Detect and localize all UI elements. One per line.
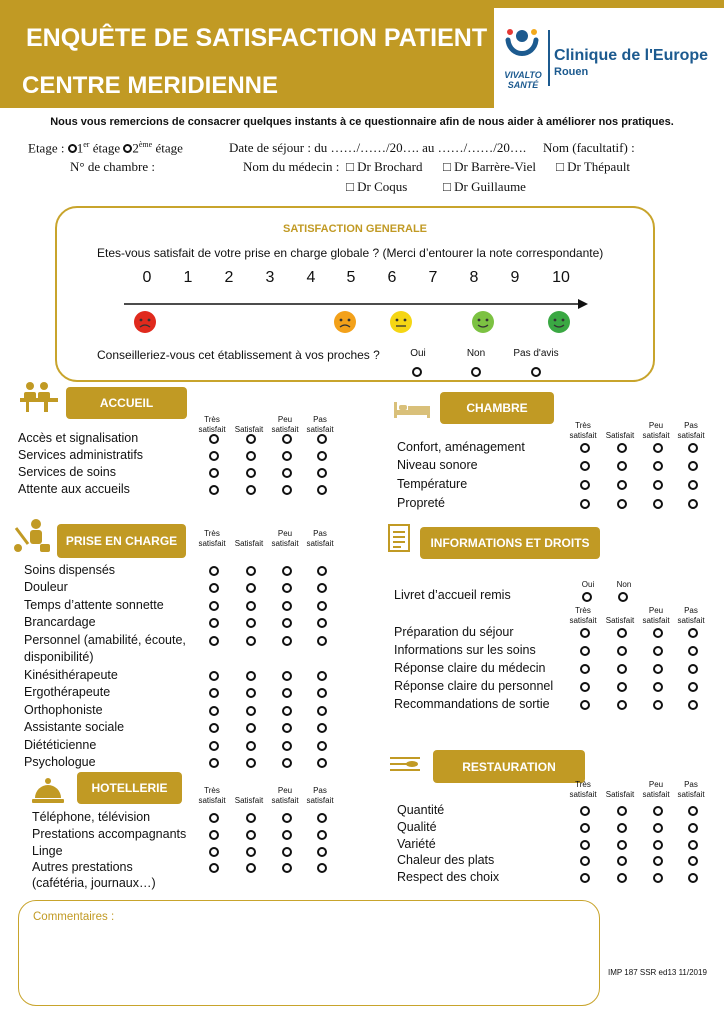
rating-radio[interactable] <box>246 468 256 478</box>
rating-radio[interactable] <box>317 566 327 576</box>
rating-radio[interactable] <box>246 485 256 495</box>
etage-field <box>28 140 183 156</box>
col-header-line: satisfait <box>198 425 226 434</box>
rating-radio[interactable] <box>688 664 698 674</box>
row-label: Réponse claire du médecin <box>394 661 546 675</box>
row-label: Personnel (amabilité, écoute, <box>24 633 186 647</box>
row-label: Respect des choix <box>397 870 500 884</box>
row-label: Préparation du séjour <box>394 625 514 639</box>
col-header-line: Peu <box>648 606 664 615</box>
rating-radio[interactable] <box>617 664 627 674</box>
rating-radio[interactable] <box>617 873 627 883</box>
rating-radio[interactable] <box>209 618 219 628</box>
col-header-line: Pas <box>313 786 327 795</box>
rating-radio[interactable] <box>317 468 327 478</box>
col-header-line: satisfait <box>569 431 597 440</box>
rating-radio[interactable] <box>282 741 292 751</box>
rating-radio[interactable] <box>282 758 292 768</box>
scale-number[interactable]: 8 <box>469 269 479 286</box>
rating-radio[interactable] <box>209 451 219 461</box>
intro-text: Nous vous remercions de consacrer quelques instants à ce questionnaire afin de nous aider à améliorer nos pratiques. <box>50 116 674 128</box>
doctor-checkbox-coqus[interactable]: □ Dr Coqus <box>346 179 408 194</box>
rating-radio[interactable] <box>580 840 590 850</box>
col-header-pas-satisfait <box>668 606 714 626</box>
doctor-checkbox-barrere-viel[interactable]: □ Dr Barrère-Viel <box>443 159 536 174</box>
logo <box>494 8 724 108</box>
rating-radio[interactable] <box>317 618 327 628</box>
logo-name: Clinique de l'Europe <box>554 47 709 64</box>
recommend-non-radio[interactable] <box>471 367 481 377</box>
rating-radio[interactable] <box>209 583 219 593</box>
row-label: Qualité <box>397 820 437 834</box>
row-label: Niveau sonore <box>397 458 478 472</box>
scale-number[interactable]: 7 <box>428 269 438 286</box>
etage-1-sup: er <box>83 140 90 149</box>
rating-radio[interactable] <box>688 682 698 692</box>
rating-radio[interactable] <box>653 873 663 883</box>
section-tab-restauration: RESTAURATION <box>433 750 585 783</box>
scale-number[interactable]: 0 <box>142 269 152 286</box>
col-header-pas-satisfait <box>668 780 714 800</box>
rating-radio[interactable] <box>617 823 627 833</box>
section-tab-informations: INFORMATIONS ET DROITS <box>420 527 600 559</box>
rating-radio[interactable] <box>688 823 698 833</box>
rating-radio[interactable] <box>317 830 327 840</box>
rating-radio[interactable] <box>209 434 219 444</box>
page-subtitle: CENTRE MERIDIENNE <box>22 72 279 99</box>
rating-radio[interactable] <box>653 840 663 850</box>
logo-brand: VIVALTO SANTÉ <box>504 70 542 90</box>
rating-radio[interactable] <box>688 461 698 471</box>
row-label: Chaleur des plats <box>397 853 495 867</box>
scale-number[interactable]: 5 <box>346 269 356 286</box>
rating-radio[interactable] <box>617 499 627 509</box>
col-header-line: satisfait <box>677 431 705 440</box>
rating-radio[interactable] <box>209 863 219 873</box>
livret-oui-radio[interactable] <box>582 592 592 602</box>
col-header-line: Satisfait <box>605 790 635 799</box>
scale-number[interactable]: 2 <box>224 269 234 286</box>
scale-number[interactable]: 9 <box>510 269 520 286</box>
rating-radio[interactable] <box>317 434 327 444</box>
row-label-continuation: disponibilité) <box>24 650 94 664</box>
col-header-line: satisfait <box>642 790 670 799</box>
row-label: Accès et signalisation <box>18 431 139 445</box>
row-label: Autres prestations <box>32 860 133 874</box>
rating-radio[interactable] <box>317 723 327 733</box>
rating-radio[interactable] <box>246 566 256 576</box>
row-label: Informations sur les soins <box>394 643 536 657</box>
rating-radio[interactable] <box>580 873 590 883</box>
rating-radio[interactable] <box>688 628 698 638</box>
rating-radio[interactable] <box>317 758 327 768</box>
rating-radio[interactable] <box>317 583 327 593</box>
row-label: Temps d’attente sonnette <box>24 598 164 612</box>
row-label: Services administratifs <box>18 448 144 462</box>
rating-radio[interactable] <box>246 583 256 593</box>
rating-radio[interactable] <box>653 806 663 816</box>
col-header-line: satisfait <box>306 796 334 805</box>
rating-radio[interactable] <box>617 840 627 850</box>
row-label: Soins dispensés <box>24 563 116 577</box>
rating-radio[interactable] <box>246 688 256 698</box>
col-header-line: Pas <box>684 606 698 615</box>
rating-radio[interactable] <box>317 451 327 461</box>
col-header-line: satisfait <box>271 539 299 548</box>
row-label: Diététicienne <box>24 738 97 752</box>
rating-radio[interactable] <box>282 636 292 646</box>
rating-radio[interactable] <box>617 682 627 692</box>
doctor-name: Dr Guillaume <box>454 179 526 194</box>
col-header-line: Peu <box>277 786 293 795</box>
footer-reference: IMP 187 SSR ed13 11/2019 <box>608 968 707 977</box>
logo-divider <box>548 30 550 86</box>
general-question: Etes-vous satisfait de votre prise en charge globale ? (Merci d’entourer la note correspondante) <box>97 246 604 260</box>
rating-radio[interactable] <box>617 480 627 490</box>
col-header-line: satisfait <box>677 790 705 799</box>
bed-icon <box>392 398 432 420</box>
recommend-oui-radio[interactable] <box>412 367 422 377</box>
col-header-line: satisfait <box>306 539 334 548</box>
rating-radio[interactable] <box>317 671 327 681</box>
doctor-checkbox-brochard[interactable]: □ Dr Brochard <box>346 159 423 174</box>
recommend-pas-avis-label: Pas d'avis <box>513 348 559 359</box>
smiley-icon <box>471 310 495 339</box>
rating-radio[interactable] <box>653 480 663 490</box>
rating-radio[interactable] <box>209 636 219 646</box>
col-header-pas-satisfait <box>297 415 343 435</box>
row-label: Quantité <box>397 803 445 817</box>
row-label: Attente aux accueils <box>18 482 130 496</box>
doctor-name: Dr Brochard <box>357 159 423 174</box>
medecin-label: Nom du médecin : <box>243 159 340 174</box>
row-label-livret: Livret d’accueil remis <box>394 588 511 602</box>
col-header-line: satisfait <box>642 431 670 440</box>
rating-radio[interactable] <box>653 664 663 674</box>
recommend-question: Conseilleriez-vous cet établissement à vos proches ? <box>97 348 380 362</box>
rating-radio[interactable] <box>282 863 292 873</box>
rating-radio[interactable] <box>246 723 256 733</box>
scale-number[interactable]: 3 <box>265 269 275 286</box>
etage-1-text: 1 <box>76 140 84 156</box>
rating-radio[interactable] <box>209 671 219 681</box>
col-header-line: Pas <box>313 415 327 424</box>
col-header-pas-satisfait <box>297 529 343 549</box>
rating-radio[interactable] <box>653 823 663 833</box>
comments-label: Commentaires : <box>33 911 115 923</box>
rating-radio[interactable] <box>317 688 327 698</box>
rating-radio[interactable] <box>282 813 292 823</box>
rating-radio[interactable] <box>282 566 292 576</box>
rating-radio[interactable] <box>653 461 663 471</box>
rating-radio[interactable] <box>580 499 590 509</box>
rating-radio[interactable] <box>317 485 327 495</box>
col-header-line: Peu <box>277 415 293 424</box>
etage-2-radio[interactable] <box>123 144 132 153</box>
col-header-line: Très <box>204 415 220 424</box>
rating-radio[interactable] <box>209 601 219 611</box>
scale-number[interactable]: 6 <box>387 269 397 286</box>
col-header-line: satisfait <box>271 425 299 434</box>
rating-radio[interactable] <box>688 806 698 816</box>
rating-radio[interactable] <box>282 830 292 840</box>
rating-radio[interactable] <box>580 443 590 453</box>
rating-radio[interactable] <box>282 847 292 857</box>
rating-radio[interactable] <box>653 856 663 866</box>
doctor-checkbox-thepault[interactable]: □ Dr Thépault <box>556 159 631 174</box>
col-header-line: Satisfait <box>234 425 264 434</box>
rating-radio[interactable] <box>580 700 590 710</box>
rating-radio[interactable] <box>246 618 256 628</box>
rating-radio[interactable] <box>317 741 327 751</box>
rating-radio[interactable] <box>688 840 698 850</box>
rating-radio[interactable] <box>317 847 327 857</box>
rating-radio[interactable] <box>688 873 698 883</box>
col-header-line: Très <box>204 529 220 538</box>
doctor-checkbox-guillaume[interactable]: □ Dr Guillaume <box>443 179 526 194</box>
rating-radio[interactable] <box>617 856 627 866</box>
rating-radio[interactable] <box>580 664 590 674</box>
section-tab-hotellerie: HOTELLERIE <box>77 772 182 804</box>
row-label: Variété <box>397 837 436 851</box>
section-tab-chambre: CHAMBRE <box>440 392 554 424</box>
col-header-line: satisfait <box>569 616 597 625</box>
rating-radio[interactable] <box>209 741 219 751</box>
col-header-line: Satisfait <box>605 431 635 440</box>
service-bell-icon <box>30 776 66 806</box>
col-header-pas-satisfait <box>297 786 343 806</box>
row-label: Téléphone, télévision <box>32 810 151 824</box>
rating-radio[interactable] <box>580 682 590 692</box>
col-header-line: Peu <box>277 529 293 538</box>
rating-radio[interactable] <box>282 468 292 478</box>
col-header-non: Non <box>616 580 632 589</box>
rating-radio[interactable] <box>246 671 256 681</box>
col-header-oui: Oui <box>581 580 595 589</box>
scale-number[interactable]: 1 <box>183 269 193 286</box>
row-label: Réponse claire du personnel <box>394 679 554 693</box>
rating-radio[interactable] <box>209 813 219 823</box>
rating-radio[interactable] <box>317 636 327 646</box>
general-title: SATISFACTION GENERALE <box>282 223 428 235</box>
rating-radio[interactable] <box>209 723 219 733</box>
col-header-line: satisfait <box>306 425 334 434</box>
row-label: Ergothérapeute <box>24 685 111 699</box>
rating-radio[interactable] <box>317 706 327 716</box>
smiley-icon <box>333 310 357 339</box>
rating-radio[interactable] <box>209 706 219 716</box>
rating-radio[interactable] <box>580 461 590 471</box>
col-header-line: satisfait <box>198 539 226 548</box>
rating-radio[interactable] <box>246 451 256 461</box>
rating-radio[interactable] <box>209 566 219 576</box>
col-header-line: Très <box>575 606 591 615</box>
row-label: Kinésithérapeute <box>24 668 118 682</box>
rating-radio[interactable] <box>653 646 663 656</box>
rating-radio[interactable] <box>580 823 590 833</box>
document-icon <box>386 523 414 555</box>
rating-radio[interactable] <box>282 451 292 461</box>
livret-non-radio[interactable] <box>618 592 628 602</box>
rating-radio[interactable] <box>317 863 327 873</box>
rating-radio[interactable] <box>617 700 627 710</box>
logo-city: Rouen <box>554 66 589 78</box>
chambre-field[interactable]: N° de chambre : <box>70 159 155 174</box>
col-header-line: Pas <box>684 421 698 430</box>
rating-radio[interactable] <box>653 499 663 509</box>
col-header-line: Très <box>204 786 220 795</box>
rating-radio[interactable] <box>617 443 627 453</box>
recommend-oui-label: Oui <box>410 348 426 359</box>
section-tab-prise-en-charge: PRISE EN CHARGE <box>57 524 186 558</box>
row-label: Psychologue <box>24 755 96 769</box>
col-header-line: Très <box>575 421 591 430</box>
rating-radio[interactable] <box>580 480 590 490</box>
row-label: Brancardage <box>24 615 96 629</box>
rating-radio[interactable] <box>246 847 256 857</box>
etage-2-suffix: étage <box>152 140 183 156</box>
rating-radio[interactable] <box>282 485 292 495</box>
smiley-icon <box>547 310 571 339</box>
col-header-line: Très <box>575 780 591 789</box>
rating-radio[interactable] <box>209 468 219 478</box>
rating-radio[interactable] <box>282 583 292 593</box>
rating-radio[interactable] <box>580 856 590 866</box>
rating-radio[interactable] <box>246 741 256 751</box>
row-label: Orthophoniste <box>24 703 103 717</box>
rating-radio[interactable] <box>282 601 292 611</box>
rating-radio[interactable] <box>209 758 219 768</box>
section-tab-accueil: ACCUEIL <box>66 387 187 419</box>
col-header-pas-satisfait <box>668 421 714 441</box>
smiley-icon <box>389 310 413 339</box>
rating-radio[interactable] <box>209 485 219 495</box>
col-header-line: satisfait <box>642 616 670 625</box>
rating-radio[interactable] <box>688 499 698 509</box>
rating-radio[interactable] <box>246 813 256 823</box>
rating-radio[interactable] <box>688 700 698 710</box>
rating-radio[interactable] <box>653 628 663 638</box>
scale-number[interactable]: 4 <box>306 269 316 286</box>
rating-radio[interactable] <box>246 830 256 840</box>
row-label: Température <box>397 477 468 491</box>
rating-radio[interactable] <box>246 601 256 611</box>
recommend-pas-avis-radio[interactable] <box>531 367 541 377</box>
row-label: Assistante sociale <box>24 720 125 734</box>
etage-1-suffix: étage <box>89 140 124 156</box>
reception-desk-icon <box>18 380 60 414</box>
col-header-line: satisfait <box>198 796 226 805</box>
rating-radio[interactable] <box>282 434 292 444</box>
col-header-line: Satisfait <box>234 539 264 548</box>
sejour-field[interactable]: Date de séjour : du ……/……/20…. au ……/……/20…. <box>229 140 527 155</box>
rating-radio[interactable] <box>209 830 219 840</box>
doctor-name: Dr Thépault <box>567 159 631 174</box>
col-header-line: satisfait <box>569 790 597 799</box>
rating-radio[interactable] <box>282 688 292 698</box>
rating-radio[interactable] <box>246 706 256 716</box>
rating-radio[interactable] <box>317 813 327 823</box>
doctor-name: Dr Coqus <box>357 179 408 194</box>
row-label: Propreté <box>397 496 445 510</box>
rating-radio[interactable] <box>580 646 590 656</box>
rating-radio[interactable] <box>246 863 256 873</box>
medical-care-icon <box>12 518 52 556</box>
row-label: Prestations accompagnants <box>32 827 187 841</box>
col-header-line: Pas <box>684 780 698 789</box>
rating-radio[interactable] <box>653 682 663 692</box>
row-label-continuation: (cafétéria, journaux…) <box>32 876 156 890</box>
nom-field[interactable]: Nom (facultatif) : <box>543 140 635 155</box>
rating-radio[interactable] <box>580 628 590 638</box>
doctor-name: Dr Barrère-Viel <box>454 159 536 174</box>
etage-1-radio[interactable] <box>68 144 77 153</box>
col-header-line: Satisfait <box>234 796 264 805</box>
scale-number[interactable]: 10 <box>552 269 570 286</box>
rating-radio[interactable] <box>282 671 292 681</box>
rating-radio[interactable] <box>688 646 698 656</box>
col-header-line: Peu <box>648 780 664 789</box>
row-label: Douleur <box>24 580 68 594</box>
rating-radio[interactable] <box>282 723 292 733</box>
rating-radio[interactable] <box>282 706 292 716</box>
rating-radio[interactable] <box>246 434 256 444</box>
rating-radio[interactable] <box>580 806 590 816</box>
rating-radio[interactable] <box>209 688 219 698</box>
etage-2-text: 2 <box>132 140 139 156</box>
col-header-line: satisfait <box>271 796 299 805</box>
page-title: ENQUÊTE DE SATISFACTION PATIENT <box>26 24 488 52</box>
rating-radio[interactable] <box>209 847 219 857</box>
etage-label: Etage : <box>28 140 65 156</box>
row-label: Recommandations de sortie <box>394 697 550 711</box>
smiley-icon <box>133 310 157 339</box>
rating-radio[interactable] <box>688 856 698 866</box>
cutlery-icon <box>388 754 422 774</box>
row-label: Linge <box>32 844 63 858</box>
row-label: Services de soins <box>18 465 116 479</box>
rating-radio[interactable] <box>246 636 256 646</box>
col-header-line: satisfait <box>677 616 705 625</box>
rating-radio[interactable] <box>688 480 698 490</box>
col-header-line: Pas <box>313 529 327 538</box>
etage-2-sup: ème <box>138 140 153 149</box>
vivalto-logo-icon <box>500 22 544 66</box>
col-header-line: Satisfait <box>605 616 635 625</box>
rating-radio[interactable] <box>617 646 627 656</box>
rating-radio[interactable] <box>617 461 627 471</box>
rating-radio[interactable] <box>617 628 627 638</box>
rating-radio[interactable] <box>688 443 698 453</box>
rating-radio[interactable] <box>317 601 327 611</box>
recommend-non-label: Non <box>466 348 486 359</box>
col-header-line: Peu <box>648 421 664 430</box>
rating-radio[interactable] <box>282 618 292 628</box>
row-label: Confort, aménagement <box>397 440 525 454</box>
rating-radio[interactable] <box>617 806 627 816</box>
rating-radio[interactable] <box>653 700 663 710</box>
rating-radio[interactable] <box>246 758 256 768</box>
rating-radio[interactable] <box>653 443 663 453</box>
